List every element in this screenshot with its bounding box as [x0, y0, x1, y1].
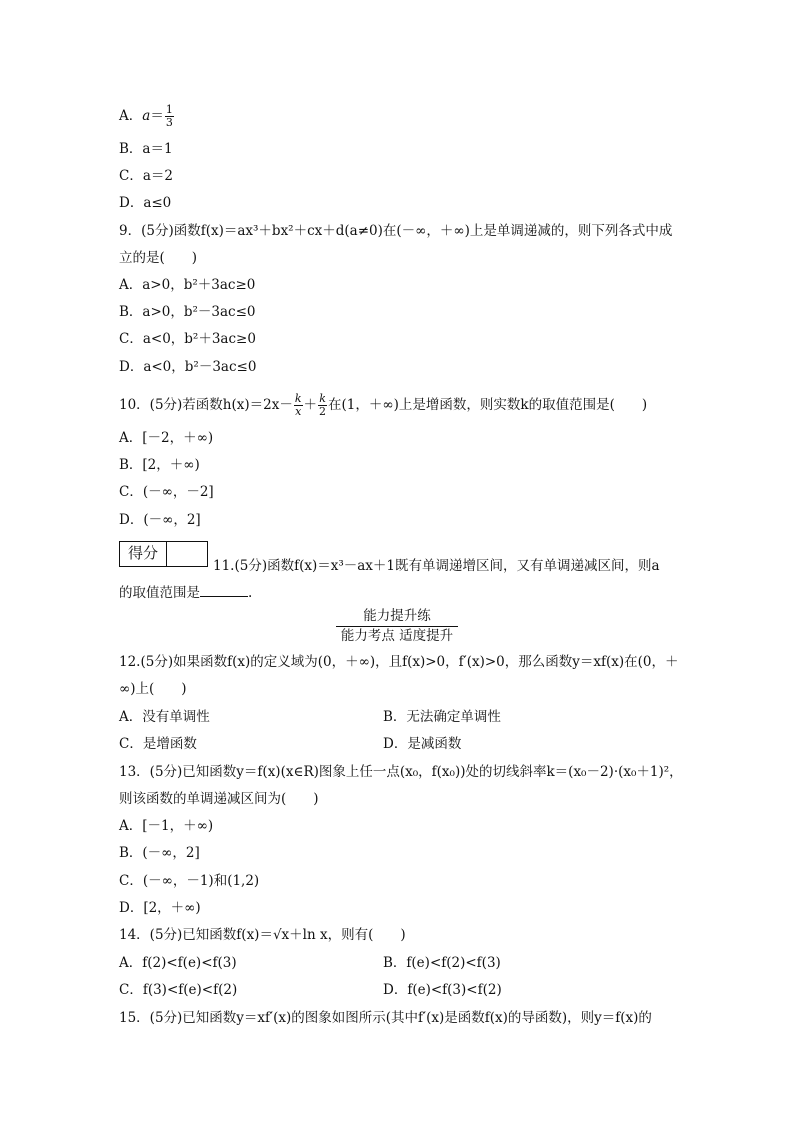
- section-subtitle: 能力考点 适度提升: [340, 628, 454, 644]
- q10-suffix: 在(1，＋∞)上是增函数，则实数k的取值范围是( ): [328, 397, 648, 413]
- q13-option-c: C．(－∞，－1)和(1,2): [119, 873, 260, 889]
- q10-option-c: C．(－∞，－2]: [119, 484, 214, 500]
- q8-a-prefix: A．: [119, 108, 143, 124]
- q11-stem-line1: 11.(5分)函数f(x)＝x³－ax＋1既有单调递增区间，又有单调递减区间，则a: [213, 558, 660, 574]
- q10-option-b: B．[2，＋∞): [119, 457, 200, 473]
- score-label: 得分: [120, 542, 167, 566]
- q12-option-a: A．没有单调性: [119, 709, 210, 725]
- q10-option-d: D．(－∞，2]: [119, 512, 201, 528]
- q12-option-c: C．是增函数: [119, 736, 197, 752]
- q11-line2-suffix: .: [248, 585, 253, 601]
- q10-frac1-den: x: [295, 405, 302, 418]
- q14-option-c: C．f(3)<f(e)<f(2): [119, 982, 238, 998]
- q10-prefix: 10．(5分)若函数h(x)＝2x－: [119, 397, 293, 413]
- q13-option-a: A．[－1，＋∞): [119, 818, 214, 834]
- q10-fraction-1: [294, 393, 303, 418]
- q10-frac2-num: k: [319, 392, 326, 405]
- q15-stem-line1: 15．(5分)已知函数y＝xf′(x)的图象如图所示(其中f′(x)是函数f(x)的导函数)，则y＝f(x)的: [119, 1010, 652, 1026]
- score-box: [119, 541, 208, 567]
- q14-stem: 14．(5分)已知函数f(x)＝√x＋ln x，则有( ): [119, 927, 406, 943]
- q12-stem-line2: ∞)上( ): [119, 681, 187, 697]
- q13-option-b: B．(－∞，2]: [119, 845, 200, 861]
- q8-option-c: C．a＝2: [119, 168, 173, 184]
- q10-plus: ＋: [303, 397, 318, 413]
- section-title: 能力提升练: [363, 608, 431, 624]
- q9-option-c: C．a<0，b²＋3ac≥0: [119, 331, 256, 347]
- q12-stem-line1: 12.(5分)如果函数f(x)的定义域为(0，＋∞)，且f(x)>0，f′(x)>0，那么函数y＝xf(x)在(0，＋: [119, 654, 679, 670]
- q13-option-d: D．[2，＋∞): [119, 900, 201, 916]
- q8-a-den: 3: [165, 116, 173, 129]
- q12-option-b: B．无法确定单调性: [383, 709, 501, 725]
- q9-option-a: A．a>0，b²＋3ac≥0: [119, 277, 256, 293]
- q11-line2-prefix: 的取值范围是: [119, 585, 200, 601]
- q14-option-a: A．f(2)<f(e)<f(3): [119, 955, 237, 971]
- q10-fraction-2: [318, 393, 327, 418]
- q10-stem: [119, 393, 647, 418]
- q8-option-b: B．a＝1: [119, 141, 173, 157]
- q8-option-d: D．a≤0: [119, 195, 172, 211]
- q12-option-d: D．是减函数: [383, 736, 462, 752]
- q9-stem-line1: 9．(5分)函数f(x)＝ax³＋bx²＋cx＋d(a≠0)在(－∞，＋∞)上是单调递减的，则下列各式中成: [119, 223, 673, 239]
- q8-a-var: a: [142, 108, 151, 124]
- q9-option-d: D．a<0，b²－3ac≤0: [119, 359, 257, 375]
- q11-answer-blank[interactable]: [200, 583, 248, 597]
- q10-option-a: A．[－2，＋∞): [119, 430, 214, 446]
- q11-stem-line2: [119, 583, 252, 603]
- q9-stem-line2: 立的是( ): [119, 250, 198, 266]
- q13-stem-line1: 13．(5分)已知函数y＝f(x)(x∈R)图象上任一点(x₀，f(x₀))处的切线斜率k＝(x₀－2)·(x₀＋1)²，: [119, 764, 683, 780]
- q8-a-fraction: [165, 104, 174, 129]
- q14-option-b: B．f(e)<f(2)<f(3): [383, 955, 501, 971]
- q8-a-num: 1: [165, 103, 173, 116]
- q8-option-a: [119, 104, 175, 129]
- q10-frac1-num: k: [294, 392, 302, 405]
- q14-option-d: D．f(e)<f(3)<f(2): [383, 982, 502, 998]
- q8-a-eq: ＝: [150, 108, 164, 124]
- q10-frac2-den: 2: [319, 405, 327, 418]
- q13-stem-line2: 则该函数的单调递减区间为( ): [119, 791, 319, 807]
- q9-option-b: B．a>0，b²－3ac≤0: [119, 304, 256, 320]
